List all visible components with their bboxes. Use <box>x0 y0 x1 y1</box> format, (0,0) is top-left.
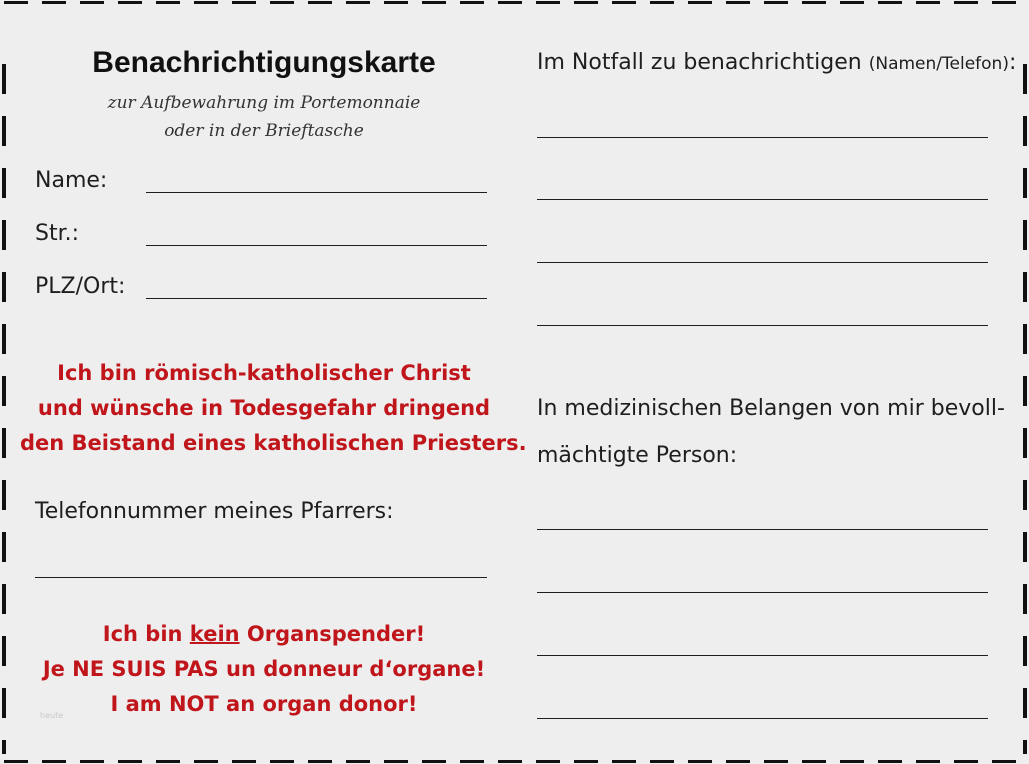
border-dash-top <box>194 1 218 4</box>
city-label: PLZ/Ort: <box>35 274 126 299</box>
border-dash-left <box>2 740 6 754</box>
border-dash-bottom <box>156 760 180 763</box>
border-dash-bottom <box>4 760 28 763</box>
border-dash-bottom <box>764 760 788 763</box>
border-dash-bottom <box>232 760 256 763</box>
medical-line-c[interactable] <box>537 655 988 656</box>
border-dash-top <box>802 1 826 4</box>
border-dash-bottom <box>498 760 522 763</box>
border-dash-right <box>1023 220 1027 250</box>
catholic-statement-line-3: den Beistand eines katholischen Priesters. <box>20 431 527 455</box>
border-dash-left <box>2 636 6 666</box>
border-dash-bottom <box>802 760 826 763</box>
border-dash-top <box>764 1 788 4</box>
organ-donor-de-suffix: Organspender! <box>239 622 426 646</box>
catholic-statement-line-1: Ich bin römisch-katholischer Christ <box>57 361 471 385</box>
border-dash-top <box>118 1 142 4</box>
border-dash-bottom <box>308 760 332 763</box>
border-dash-top <box>80 1 104 4</box>
border-dash-bottom <box>80 760 104 763</box>
border-dash-top <box>422 1 446 4</box>
border-dash-right <box>1023 272 1027 302</box>
border-dash-top <box>688 1 712 4</box>
border-dash-bottom <box>916 760 940 763</box>
border-dash-right <box>1023 740 1027 754</box>
border-dash-top <box>878 1 902 4</box>
border-dash-bottom <box>270 760 294 763</box>
subtitle-line-2: oder in der Brieftasche <box>164 121 364 141</box>
border-dash-bottom <box>460 760 484 763</box>
emergency-colon: : <box>1008 50 1017 75</box>
emergency-line-2[interactable] <box>537 199 988 200</box>
medical-line-1: In medizinischen Belangen von mir bevoll- <box>537 396 1005 421</box>
street-label: Str.: <box>35 221 80 246</box>
emergency-line-4[interactable] <box>537 325 988 326</box>
border-dash-bottom <box>194 760 218 763</box>
border-dash-bottom <box>650 760 674 763</box>
medical-line-d[interactable] <box>537 718 988 719</box>
border-dash-left <box>2 168 6 198</box>
border-dash-top <box>916 1 940 4</box>
border-dash-left <box>2 532 6 562</box>
medical-line-b[interactable] <box>537 592 988 593</box>
border-dash-left <box>2 64 6 94</box>
border-dash-left <box>2 480 6 510</box>
border-dash-left <box>2 688 6 718</box>
border-dash-bottom <box>840 760 864 763</box>
border-dash-bottom <box>612 760 636 763</box>
medical-line-a[interactable] <box>537 529 988 530</box>
border-dash-top <box>270 1 294 4</box>
border-dash-top <box>650 1 674 4</box>
card-title: Benachrichtigungskarte <box>92 46 436 79</box>
name-label: Name: <box>35 168 108 193</box>
border-dash-top <box>498 1 522 4</box>
border-dash-top <box>232 1 256 4</box>
border-dash-top <box>726 1 750 4</box>
border-dash-top <box>308 1 332 4</box>
border-dash-left <box>2 272 6 302</box>
border-dash-left <box>2 220 6 250</box>
border-dash-top <box>346 1 370 4</box>
border-dash-right <box>1023 376 1027 406</box>
border-dash-right <box>1023 532 1027 562</box>
border-dash-right <box>1023 584 1027 614</box>
border-dash-left <box>2 116 6 146</box>
border-dash-bottom <box>726 760 750 763</box>
watermark-text: heute <box>40 711 64 720</box>
city-line[interactable] <box>146 298 487 299</box>
border-dash-right <box>1023 324 1027 354</box>
border-dash-top <box>840 1 864 4</box>
border-dash-left <box>2 376 6 406</box>
border-dash-bottom <box>536 760 560 763</box>
emergency-line-1[interactable] <box>537 137 988 138</box>
border-dash-right <box>1023 636 1027 666</box>
border-dash-top <box>4 1 28 4</box>
border-dash-bottom <box>688 760 712 763</box>
name-line[interactable] <box>146 192 487 193</box>
border-dash-top <box>954 1 978 4</box>
organ-donor-fr: Je NE SUIS PAS un donneur d‘organe! <box>42 657 486 681</box>
border-dash-left <box>2 324 6 354</box>
emergency-label-text: Im Notfall zu benachrichtigen <box>537 50 862 75</box>
border-dash-bottom <box>878 760 902 763</box>
organ-donor-de <box>20 622 508 646</box>
border-dash-left <box>2 428 6 458</box>
border-dash-right <box>1023 480 1027 510</box>
border-dash-top <box>460 1 484 4</box>
border-dash-bottom <box>42 760 66 763</box>
border-dash-top <box>536 1 560 4</box>
priest-phone-label: Telefonnummer meines Pfarrers: <box>35 499 394 524</box>
border-dash-right <box>1023 116 1027 146</box>
subtitle-line-1: zur Aufbewahrung im Portemonnaie <box>107 93 421 113</box>
border-dash-right <box>1023 64 1027 94</box>
priest-phone-line[interactable] <box>35 577 487 578</box>
border-dash-top <box>156 1 180 4</box>
border-dash-top <box>612 1 636 4</box>
border-dash-left <box>2 584 6 614</box>
border-dash-top <box>574 1 598 4</box>
emergency-line-3[interactable] <box>537 262 988 263</box>
border-dash-bottom <box>992 760 1016 763</box>
border-dash-top <box>992 1 1016 4</box>
organ-donor-en: I am NOT an organ donor! <box>110 692 418 716</box>
border-dash-bottom <box>384 760 408 763</box>
border-dash-bottom <box>574 760 598 763</box>
border-dash-bottom <box>346 760 370 763</box>
border-dash-bottom <box>422 760 446 763</box>
emergency-label <box>537 50 1016 75</box>
organ-donor-de-prefix: Ich bin <box>102 622 190 646</box>
border-dash-right <box>1023 428 1027 458</box>
street-line[interactable] <box>146 245 487 246</box>
border-dash-bottom <box>118 760 142 763</box>
border-dash-top <box>384 1 408 4</box>
catholic-statement-line-2: und wünsche in Todesgefahr dringend <box>37 396 491 420</box>
emergency-hint: (Namen/Telefon) <box>868 54 1009 74</box>
border-dash-bottom <box>954 760 978 763</box>
border-dash-right <box>1023 168 1027 198</box>
border-dash-right <box>1023 688 1027 718</box>
organ-donor-de-emphasis: kein <box>189 622 240 646</box>
medical-line-2: mächtigte Person: <box>537 443 738 468</box>
border-dash-top <box>42 1 66 4</box>
